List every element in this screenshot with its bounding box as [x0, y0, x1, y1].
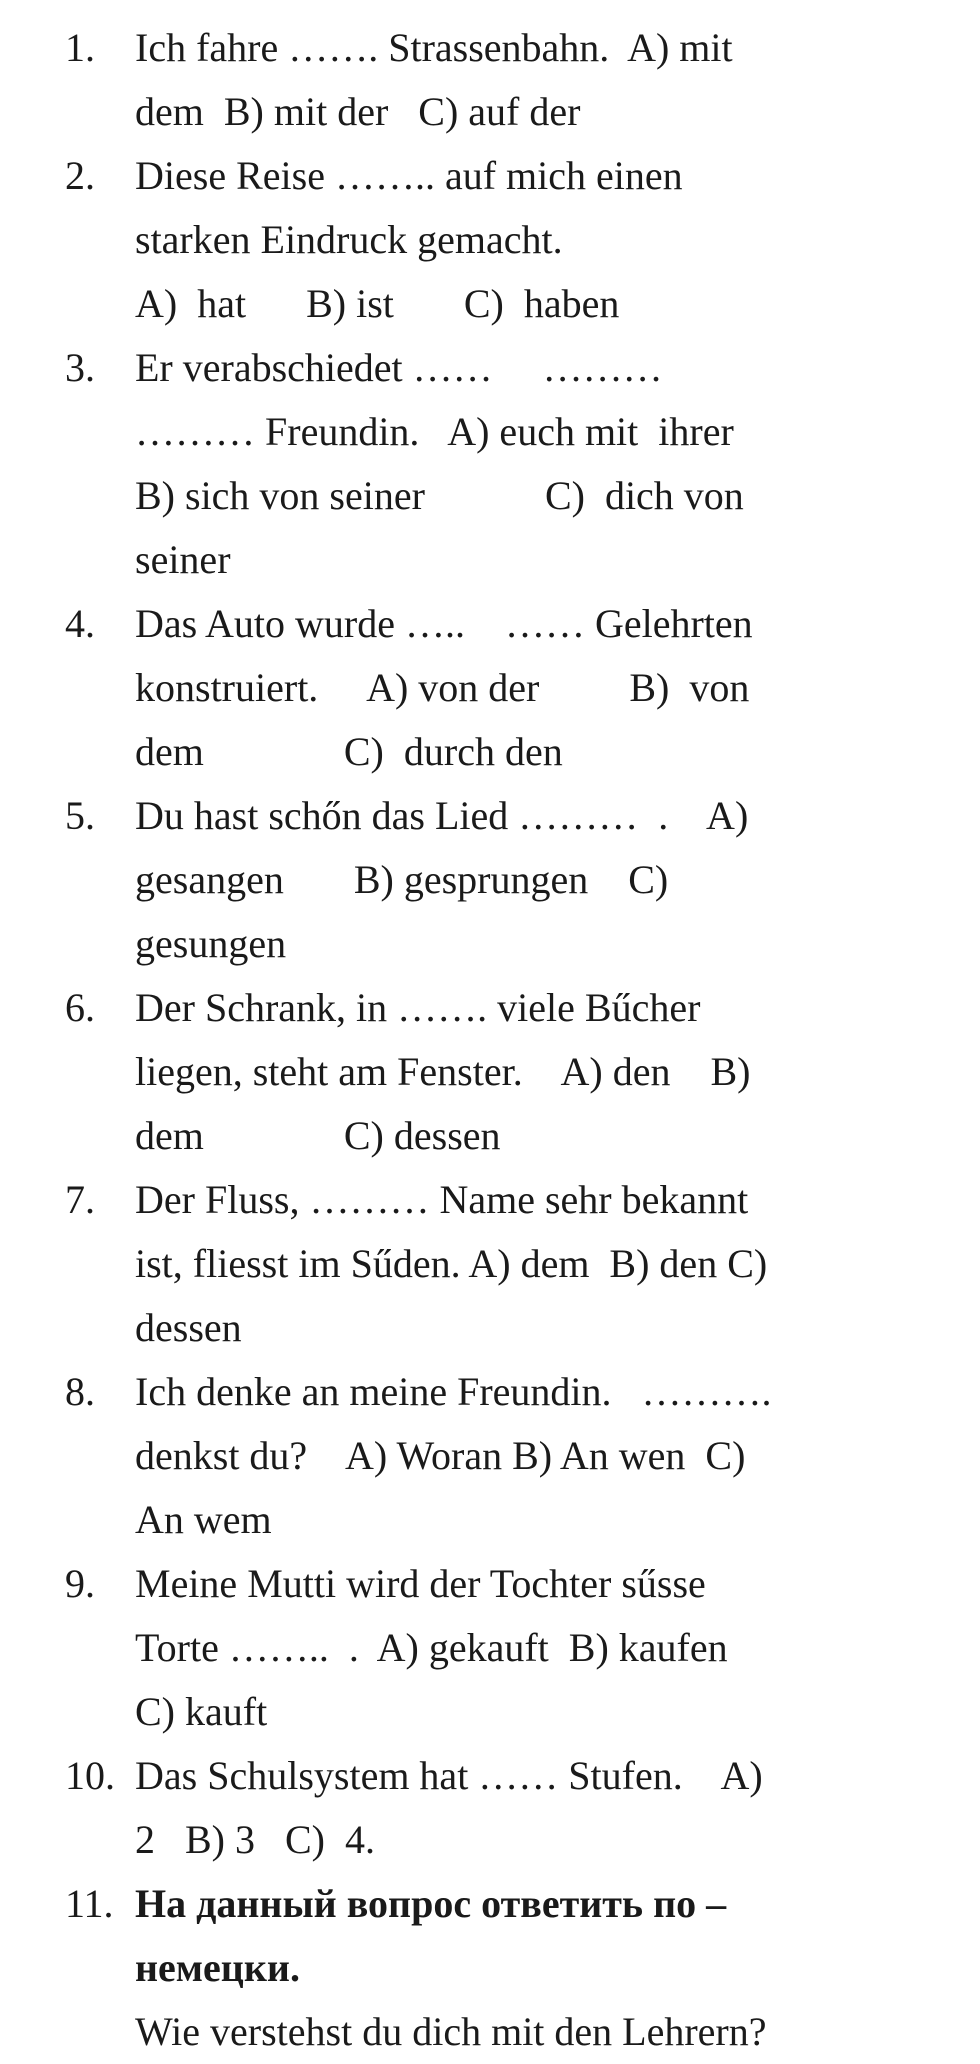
question-line: konstruiert. A) von der B) von [135, 665, 750, 710]
question-line: Meine Mutti wird der Tochter sűsse [135, 1561, 706, 1606]
question-line: Wie verstehst du dich mit den Lehrern? [135, 2009, 767, 2054]
question-item [0, 1872, 980, 2064]
question-number: 2. [65, 153, 95, 198]
question-text [135, 784, 895, 976]
question-line: ……… Freundin. A) euch mit ihrer [135, 409, 734, 454]
question-text [135, 336, 895, 592]
question-number: 6. [65, 985, 95, 1030]
question-number: 3. [65, 345, 95, 390]
question-number: 1. [65, 25, 95, 70]
question-line: ist, fliesst im Sűden. A) dem B) den C) [135, 1241, 768, 1286]
question-line: Diese Reise …….. auf mich einen [135, 153, 683, 198]
question-instruction-line: немецки. [135, 1945, 300, 1990]
question-number: 4. [65, 601, 95, 646]
question-line: Du hast schőn das Lied ……… . A) [135, 793, 749, 838]
question-line: Er verabschiedet …… ……… [135, 345, 663, 390]
question-line: dem C) dessen [135, 1113, 501, 1158]
question-instruction-line: На данный вопрос ответить по – [135, 1881, 727, 1926]
question-line: A) hat B) ist C) haben [135, 281, 620, 326]
question-item [0, 336, 980, 592]
question-line: Ich denke an meine Freundin. ………. [135, 1369, 772, 1414]
question-line: dem B) mit der C) auf der [135, 89, 581, 134]
question-item [0, 592, 980, 784]
question-number: 7. [65, 1177, 95, 1222]
question-text [135, 144, 895, 336]
question-line: Torte …….. . A) gekauft B) kaufen [135, 1625, 728, 1670]
question-line: B) sich von seiner C) dich von [135, 473, 744, 518]
question-text [135, 1168, 895, 1360]
question-list [0, 16, 980, 2064]
question-item [0, 1360, 980, 1552]
question-line: gesangen B) gesprungen C) [135, 857, 669, 902]
question-item [0, 1744, 980, 1872]
question-item [0, 784, 980, 976]
question-line: Der Schrank, in ……. viele Bűcher [135, 985, 701, 1030]
question-number: 11. [65, 1881, 114, 1926]
question-line: denkst du? A) Woran B) An wen C) [135, 1433, 746, 1478]
question-line: gesungen [135, 921, 287, 966]
question-line: C) kauft [135, 1689, 268, 1734]
question-item [0, 16, 980, 144]
question-line: 2 B) 3 C) 4. [135, 1817, 375, 1862]
question-line: Das Schulsystem hat …… Stufen. A) [135, 1753, 763, 1798]
question-line: liegen, steht am Fenster. A) den B) [135, 1049, 751, 1094]
question-number: 10. [65, 1753, 115, 1798]
question-text [135, 592, 895, 784]
question-text [135, 976, 895, 1168]
question-item [0, 1168, 980, 1360]
question-number: 9. [65, 1561, 95, 1606]
question-line: starken Eindruck gemacht. [135, 217, 563, 262]
question-text [135, 1552, 895, 1744]
question-text [135, 16, 895, 144]
question-line: Das Auto wurde ….. …… Gelehrten [135, 601, 753, 646]
question-item [0, 144, 980, 336]
question-number: 5. [65, 793, 95, 838]
question-line: An wem [135, 1497, 272, 1542]
question-line: dessen [135, 1305, 242, 1350]
question-number: 8. [65, 1369, 95, 1414]
question-line: Der Fluss, ……… Name sehr bekannt [135, 1177, 749, 1222]
question-line: dem C) durch den [135, 729, 563, 774]
question-text [135, 1360, 895, 1552]
question-text [135, 1872, 895, 2064]
question-text [135, 1744, 895, 1872]
question-line: seiner [135, 537, 231, 582]
question-line: Ich fahre ……. Strassenbahn. A) mit [135, 25, 733, 70]
question-item [0, 1552, 980, 1744]
question-item [0, 976, 980, 1168]
